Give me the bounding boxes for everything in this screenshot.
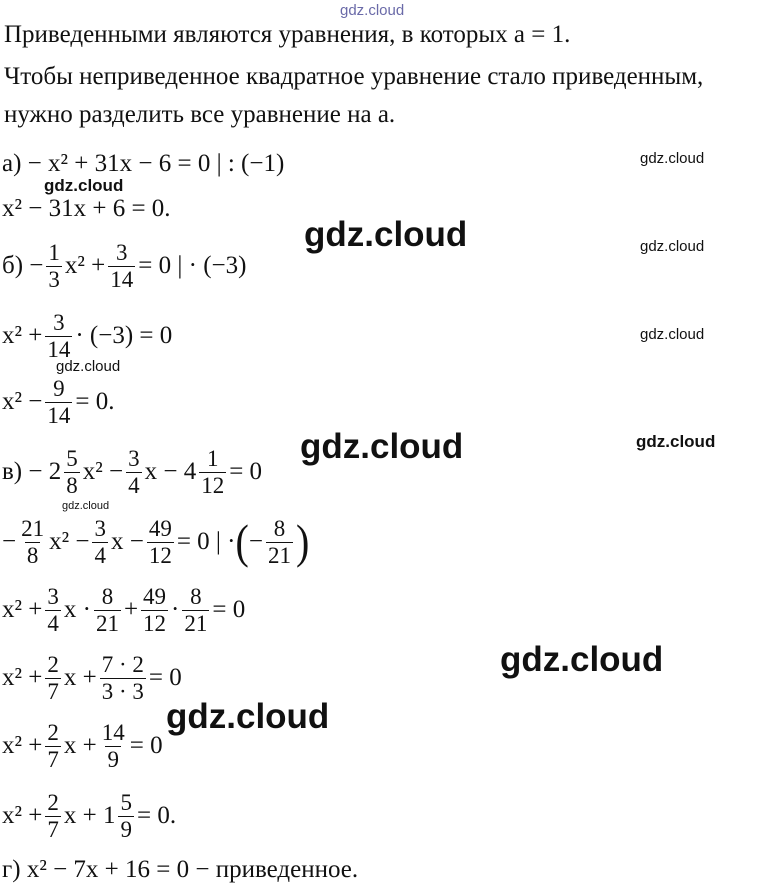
fraction: [45, 720, 61, 773]
denominator: 7: [47, 746, 59, 772]
denominator: 9: [107, 746, 119, 772]
denominator: 4: [94, 542, 106, 568]
part-b-equation-2: [2, 306, 172, 366]
math-text: x² +: [2, 802, 43, 829]
denominator: 14: [110, 266, 134, 292]
fraction: [64, 446, 80, 499]
watermark-large: gdz.cloud: [500, 640, 664, 679]
math-text: −: [2, 528, 17, 555]
math-text: x² +: [2, 596, 43, 623]
numerator: 1: [206, 445, 219, 471]
part-v-equation-1: [2, 442, 262, 502]
denominator: 12: [201, 472, 225, 498]
denominator: 21: [95, 610, 119, 636]
denominator: 9: [120, 816, 132, 842]
fraction: [46, 240, 62, 293]
fraction: [45, 310, 72, 363]
denominator: 14: [47, 336, 71, 362]
math-text: x² +: [2, 732, 43, 759]
math-text: +: [123, 596, 139, 623]
numerator: 8: [273, 515, 286, 541]
numerator: 8: [190, 583, 202, 609]
part-g-equation: [2, 852, 358, 888]
fraction: [19, 516, 46, 569]
denominator: 4: [128, 472, 140, 498]
fraction: [45, 376, 72, 429]
math-text: −: [248, 528, 263, 555]
fraction: [92, 516, 108, 569]
numerator: 3: [47, 583, 59, 609]
numerator: 3: [128, 445, 140, 471]
math-text: = 0 | · (−3): [138, 252, 247, 279]
fraction: [108, 240, 135, 293]
fraction: [100, 720, 127, 773]
denominator: 8: [66, 472, 78, 498]
denominator: 3 · 3: [101, 678, 144, 704]
numerator: 5: [66, 445, 78, 471]
math-text: x² −: [82, 458, 124, 485]
numerator: 9: [53, 375, 65, 401]
denominator: 21: [267, 542, 291, 568]
watermark-large: gdz.cloud: [300, 427, 464, 466]
fraction: [147, 516, 174, 569]
fraction: [94, 584, 121, 637]
intro-line-3: нужно разделить все уравнение на a.: [4, 101, 396, 128]
part-a-eq1-text: а) − x² + 31x − 6 = 0 | : (−1): [2, 150, 285, 177]
intro-line-2: Чтобы неприведенное квадратное уравнение стало приведенным,: [4, 63, 704, 90]
fraction: [266, 516, 293, 569]
numerator: 5: [120, 789, 132, 815]
part-v-label: в) − 2: [2, 458, 62, 485]
numerator: 8: [101, 583, 114, 609]
math-text: = 0: [229, 458, 263, 485]
watermark: gdz.cloud: [56, 358, 121, 375]
denominator: 7: [47, 678, 59, 704]
math-text: = 0.: [75, 388, 115, 415]
math-text: x² −: [2, 388, 43, 415]
part-b-equation-3: [2, 372, 114, 432]
fraction: [182, 584, 209, 637]
fraction: [199, 446, 226, 499]
intro-line-1: Приведенными являются уравнения, в которых a = 1.: [4, 21, 571, 48]
fraction: [141, 584, 168, 637]
watermark: gdz.cloud: [636, 432, 716, 451]
watermark: gdz.cloud: [62, 500, 110, 512]
denominator: 3: [48, 266, 60, 292]
math-text: x² +: [2, 322, 43, 349]
denominator: 14: [47, 402, 71, 428]
part-g-text: г) x² − 7x + 16 = 0 − приведенное.: [2, 856, 359, 883]
watermark: gdz.cloud: [640, 326, 705, 343]
numerator: 3: [116, 239, 128, 265]
math-text: x² +: [2, 664, 43, 691]
numerator: 7 · 2: [101, 651, 144, 677]
math-text: x² +: [64, 252, 106, 279]
watermark-top: gdz.cloud: [340, 2, 405, 19]
fraction: [45, 584, 61, 637]
denominator: 4: [47, 610, 59, 636]
numerator: 21: [21, 515, 45, 541]
part-v-equation-2: [2, 512, 309, 572]
denominator: 7: [47, 816, 59, 842]
math-text: = 0.: [136, 802, 177, 829]
numerator: 3: [94, 515, 106, 541]
math-text: x −: [110, 528, 144, 555]
numerator: 49: [148, 515, 172, 541]
numerator: 14: [101, 719, 125, 745]
denominator: 8: [26, 542, 39, 568]
watermark: gdz.cloud: [640, 150, 705, 167]
denominator: 12: [148, 542, 172, 568]
math-text: x + 1: [63, 802, 116, 829]
part-b-label: б) −: [2, 252, 44, 279]
numerator: 1: [48, 239, 60, 265]
numerator: 49: [143, 583, 167, 609]
math-text: = 0: [148, 664, 182, 691]
open-paren: (: [235, 514, 249, 569]
part-a-equation-2: [2, 191, 171, 227]
part-v-equation-5: [2, 716, 163, 776]
part-v-equation-4: [2, 648, 182, 708]
fraction: [100, 652, 146, 705]
numerator: 2: [47, 719, 59, 745]
numerator: 2: [47, 789, 59, 815]
math-text: = 0 | ·: [176, 528, 236, 555]
part-a-equation-1: [2, 146, 284, 182]
numerator: 2: [47, 651, 59, 677]
watermark: gdz.cloud: [640, 238, 705, 255]
fraction: [45, 790, 61, 843]
watermark: gdz.cloud: [44, 176, 124, 195]
fraction: [45, 652, 61, 705]
math-text: x² −: [49, 528, 90, 555]
math-text: = 0: [129, 732, 163, 759]
denominator: 12: [143, 610, 167, 636]
math-text: x +: [63, 664, 97, 691]
part-b-equation-1: [2, 236, 246, 296]
math-text: = 0: [212, 596, 246, 623]
fraction: [118, 790, 134, 843]
denominator: 21: [184, 610, 208, 636]
fraction: [126, 446, 142, 499]
math-text: · (−3) = 0: [75, 322, 173, 349]
math-text: x ·: [63, 596, 91, 623]
math-text: x +: [63, 732, 97, 759]
part-a-eq2-text: x² − 31x + 6 = 0.: [2, 195, 171, 222]
part-v-equation-3: [2, 580, 245, 640]
math-text: x − 4: [144, 458, 197, 485]
part-v-equation-6: [2, 786, 176, 846]
watermark-large: gdz.cloud: [304, 215, 468, 254]
close-paren: ): [295, 514, 310, 569]
watermark-large: gdz.cloud: [166, 697, 330, 736]
numerator: 3: [53, 309, 65, 335]
math-text: ·: [171, 596, 180, 623]
